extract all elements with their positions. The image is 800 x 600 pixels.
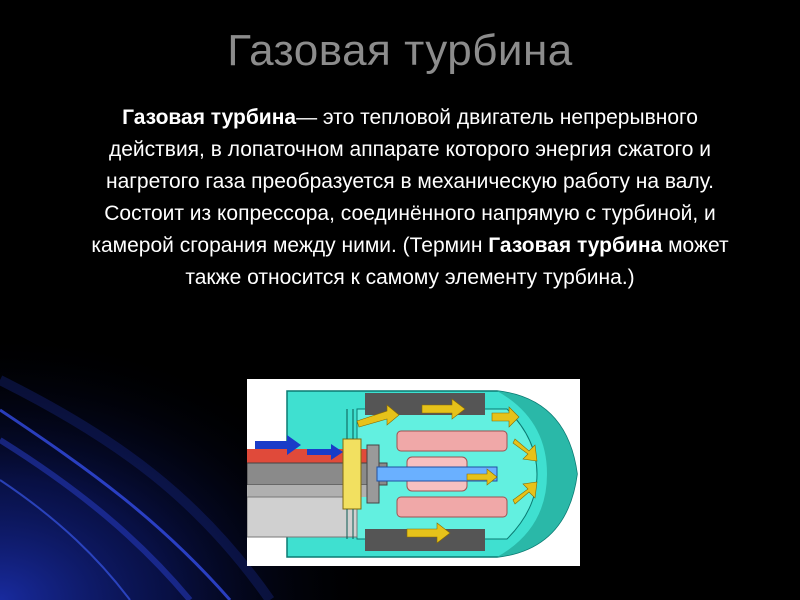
term-bold: Газовая турбина [122,106,297,129]
term-bold-repeat: Газовая турбина [488,234,663,257]
slide-title: Газовая турбина [227,26,573,75]
gas-turbine-illustration [247,379,580,566]
definition-tail: может также относится к самому элементу турбина.) [185,234,729,289]
definition-text: — это тепловой двигатель непрерывного действия, в лопаточном аппарате которого энергия сжатого и нагретого газа преобразуется в механическую работу на валу. Состоит из копрессора, соединённого напрямую с турбиной, и камерой сгорания между ними. (Термин [91,106,716,257]
slide-body [90,102,730,294]
